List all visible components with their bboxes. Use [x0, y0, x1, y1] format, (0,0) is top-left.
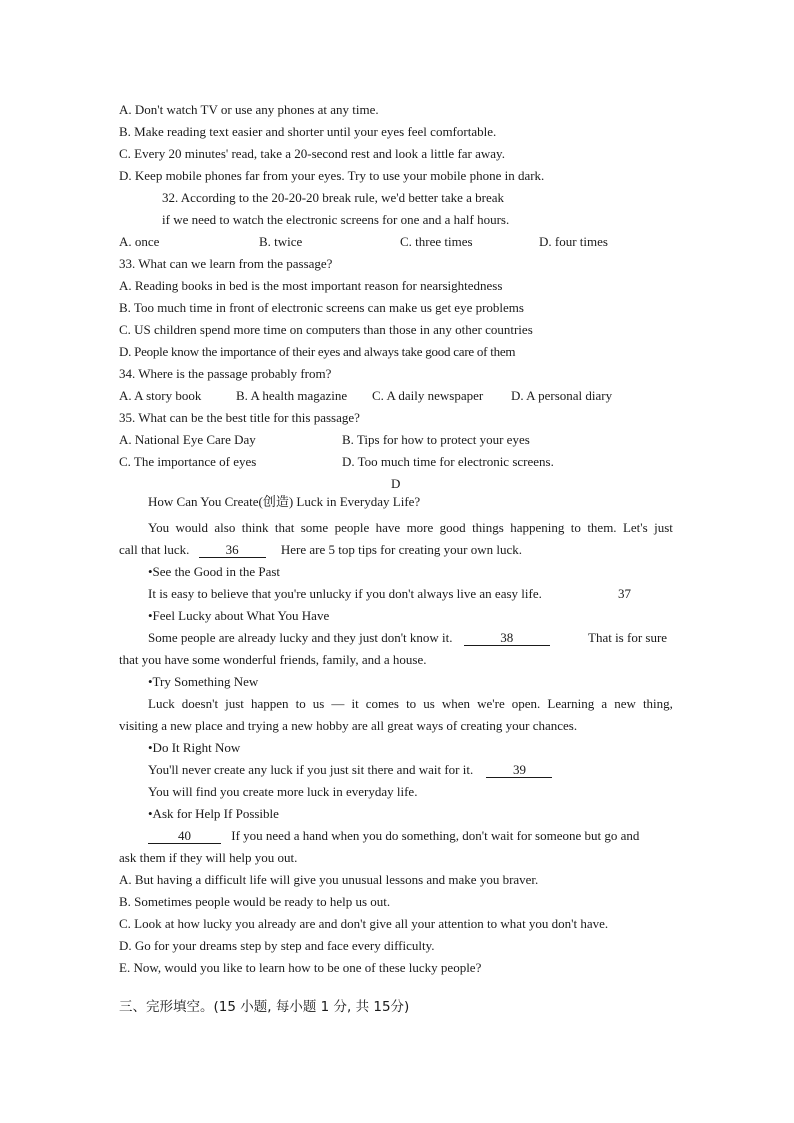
q32-option-a: A. once [119, 234, 160, 249]
q33-stem: 33. What can we learn from the passage? [119, 256, 333, 271]
tip-3-word: happen [251, 696, 289, 711]
option-c: C. Look at how lucky you already are and don't give all your attention to what you don't have. [119, 916, 609, 931]
tip-1-text: It is easy to believe that you're unlucky if you don't always live an easy life. [148, 586, 542, 601]
q33-option-b: B. Too much time in front of electronic screens can make us get eye problems [119, 300, 524, 315]
tip-1-heading: •See the Good in the Past [148, 564, 281, 579]
paragraph-1-word: good [439, 520, 466, 535]
tip-5-heading: •Ask for Help If Possible [148, 806, 279, 821]
tip-3-word: thing, [642, 696, 673, 711]
tip-3-word: Luck [148, 696, 175, 711]
tip-3-word: Learning [547, 696, 595, 711]
blank-40[interactable]: 40 [148, 829, 221, 844]
tip-3-word: comes [365, 696, 399, 711]
tip-3-line-2: visiting a new place and trying a new hobby are all great ways of creating your chances. [119, 718, 578, 733]
paragraph-1-word: them. [587, 520, 617, 535]
tip-4-line-2: You will find you create more luck in everyday life. [148, 784, 418, 799]
tip-3-word: open. [511, 696, 541, 711]
q32-option-c: C. three times [400, 234, 473, 249]
passage-title: How Can You Create(创造) Luck in Everyday Life? [148, 494, 421, 509]
tip-2-line-1 [148, 630, 550, 646]
blank-37[interactable]: 37 [618, 586, 631, 601]
q32-stem-line2: if we need to watch the electronic screens for one and a half hours. [162, 212, 510, 227]
paragraph-1-text-post: Here are 5 top tips for creating your own luck. [280, 542, 523, 557]
q34-option-d: D. A personal diary [511, 388, 613, 403]
option-d: D. Go for your dreams step by step and face every difficulty. [119, 938, 435, 953]
tip-5-line-2: ask them if they will help you out. [119, 850, 298, 865]
q35-option-c: C. The importance of eyes [119, 454, 257, 469]
paragraph-1-word: You [148, 520, 170, 535]
paragraph-1-word: some [300, 520, 329, 535]
tip-3-word: — [331, 696, 345, 711]
q32-option-b: B. twice [259, 234, 303, 249]
tip-3-word: it [351, 696, 359, 711]
q33-option-a: A. Reading books in bed is the most important reason for nearsightedness [119, 278, 503, 293]
tip-3-word: when [441, 696, 471, 711]
option-b: B. Sometimes people would be ready to help us out. [119, 894, 391, 909]
q34-option-c: C. A daily newspaper [372, 388, 484, 403]
blank-39[interactable]: 39 [486, 763, 552, 778]
tip-3-line-1 [148, 696, 673, 712]
paragraph-1-text-pre: call that luck. [119, 542, 190, 557]
option-e: E. Now, would you like to learn how to be one of these lucky people? [119, 960, 482, 975]
q34-stem: 34. Where is the passage probably from? [119, 366, 332, 381]
paragraph-1-word: people [334, 520, 370, 535]
q31-option-b: B. Make reading text easier and shorter until your eyes feel comfortable. [119, 124, 497, 139]
option-a: A. But having a difficult life will give you unusual lessons and make you braver. [119, 872, 539, 887]
paragraph-1-word: that [274, 520, 295, 535]
q31-option-d: D. Keep mobile phones far from your eyes. Try to use your mobile phone in dark. [119, 168, 545, 183]
paragraph-1-line-1 [148, 520, 673, 536]
paragraph-1-word: happening [510, 520, 565, 535]
tip-3-word: a [601, 696, 608, 711]
tip-3-heading: •Try Something New [148, 674, 259, 689]
paragraph-1-word: think [241, 520, 269, 535]
q33-option-c: C. US children spend more time on computers than those in any other countries [119, 322, 533, 337]
tip-3-word: us [423, 696, 435, 711]
tip-4-text: You'll never create any luck if you just sit there and wait for it. [148, 762, 474, 777]
tip-2-text-post: That is for sure [588, 630, 668, 645]
q31-option-a: A. Don't watch TV or use any phones at any time. [119, 102, 379, 117]
paragraph-1-word: things [472, 520, 504, 535]
q34-option-b: B. A health magazine [236, 388, 348, 403]
paragraph-1-word: more [406, 520, 434, 535]
q35-option-a: A. National Eye Care Day [119, 432, 256, 447]
tip-3-word: to [295, 696, 306, 711]
q33-option-d: D. People know the importance of their eyes and always take good care of them [119, 344, 516, 359]
q35-option-b: B. Tips for how to protect your eyes [342, 432, 530, 447]
tip-3-word: to [406, 696, 417, 711]
q31-option-c: C. Every 20 minutes' read, take a 20-second rest and look a little far away. [119, 146, 505, 161]
q32-stem-line1: 32. According to the 20-20-20 break rule, we'd better take a break [162, 190, 505, 205]
tip-2-line-2: that you have some wonderful friends, family, and a house. [119, 652, 427, 667]
tip-3-word: we're [477, 696, 505, 711]
q32-option-d: D. four times [539, 234, 608, 249]
tip-3-word: new [614, 696, 636, 711]
tip-4-heading: •Do It Right Now [148, 740, 241, 755]
q34-option-a: A. A story book [119, 388, 202, 403]
q35-option-d: D. Too much time for electronic screens. [342, 454, 554, 469]
tip-2-heading: •Feel Lucky about What You Have [148, 608, 330, 623]
tip-4-line-1 [148, 762, 552, 778]
tip-5-line-1 [148, 828, 639, 844]
tip-2-text-pre: Some people are already lucky and they just don't know it. [148, 630, 453, 645]
tip-3-word: doesn't [181, 696, 219, 711]
section-3-heading: 三、完形填空。(15 小题, 每小题 1 分, 共 15分) [119, 999, 410, 1015]
passage-letter: D [391, 476, 401, 491]
blank-38[interactable]: 38 [464, 631, 550, 646]
paragraph-1-word: to [570, 520, 581, 535]
tip-5-text-post: If you need a hand when you do something, don't wait for someone but go and [231, 828, 640, 843]
paragraph-1-line-2 [119, 542, 522, 558]
tip-3-word: us [312, 696, 325, 711]
paragraph-1-word: Let's [622, 520, 648, 535]
paragraph-1-word: would [175, 520, 208, 535]
tip-3-word: just [225, 696, 244, 711]
paragraph-1-word: just [654, 520, 673, 535]
blank-36[interactable]: 36 [199, 543, 266, 558]
paragraph-1-word: have [375, 520, 401, 535]
paragraph-1-word: also [214, 520, 236, 535]
q35-stem: 35. What can be the best title for this passage? [119, 410, 360, 425]
